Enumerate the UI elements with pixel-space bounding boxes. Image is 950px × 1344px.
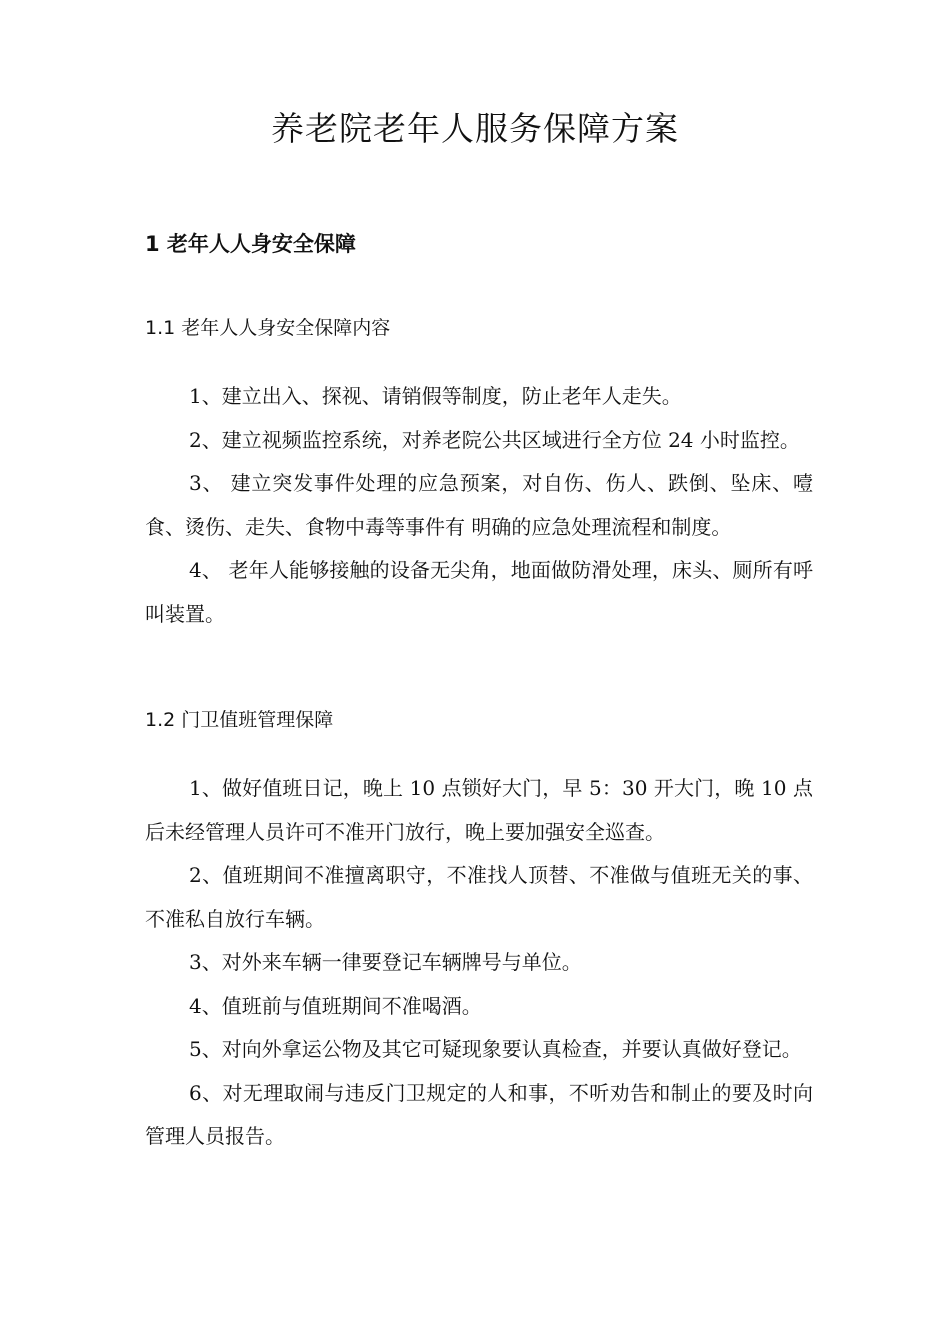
- document-title: 养老院老年人服务保障方案: [271, 109, 679, 148]
- paragraph: 5、对向外拿运公物及其它可疑现象要认真检查，并要认真做好登记。: [189, 1037, 802, 1061]
- paragraph: 2、建立视频监控系统，对养老院公共区域进行全方位 24 小时监控。: [189, 427, 800, 452]
- paragraph: 3、 建立突发事件处理的应急预案，对自伤、伤人、跌倒、坠床、噎食、烫伤、走失、食物中毒等事件有 明确的应急处理流程和制度。: [145, 471, 813, 539]
- paragraph: 2、值班期间不准擅离职守，不准找人顶替、不准做与值班无关的事、不准私自放行车辆。: [145, 863, 813, 931]
- subsection-heading-1-1: 1.1 老年人人身安全保障内容: [145, 317, 391, 339]
- paragraph: 3、对外来车辆一律要登记车辆牌号与单位。: [189, 950, 582, 974]
- subsection-1-1-body: [145, 375, 813, 636]
- subsection-1-2-body: [145, 767, 813, 1159]
- section-heading-1: 1 老年人人身安全保障: [145, 232, 356, 256]
- paragraph: 1、做好值班日记，晚上 10 点锁好大门，早 5：30 开大门，晚 10 点后未经管理人员许可不准开门放行，晚上要加强安全巡查。: [145, 776, 813, 844]
- paragraph: 4、值班前与值班期间不准喝酒。: [189, 993, 482, 1018]
- paragraph: 1、建立出入、探视、请销假等制度，防止老年人走失。: [189, 384, 682, 408]
- subsection-heading-1-2: 1.2 门卫值班管理保障: [145, 709, 334, 731]
- paragraph: 4、 老年人能够接触的设备无尖角，地面做防滑处理，床头、厕所有呼叫装置。: [145, 558, 813, 626]
- paragraph: 6、对无理取闹与违反门卫规定的人和事，不听劝告和制止的要及时向管理人员报告。: [145, 1080, 813, 1148]
